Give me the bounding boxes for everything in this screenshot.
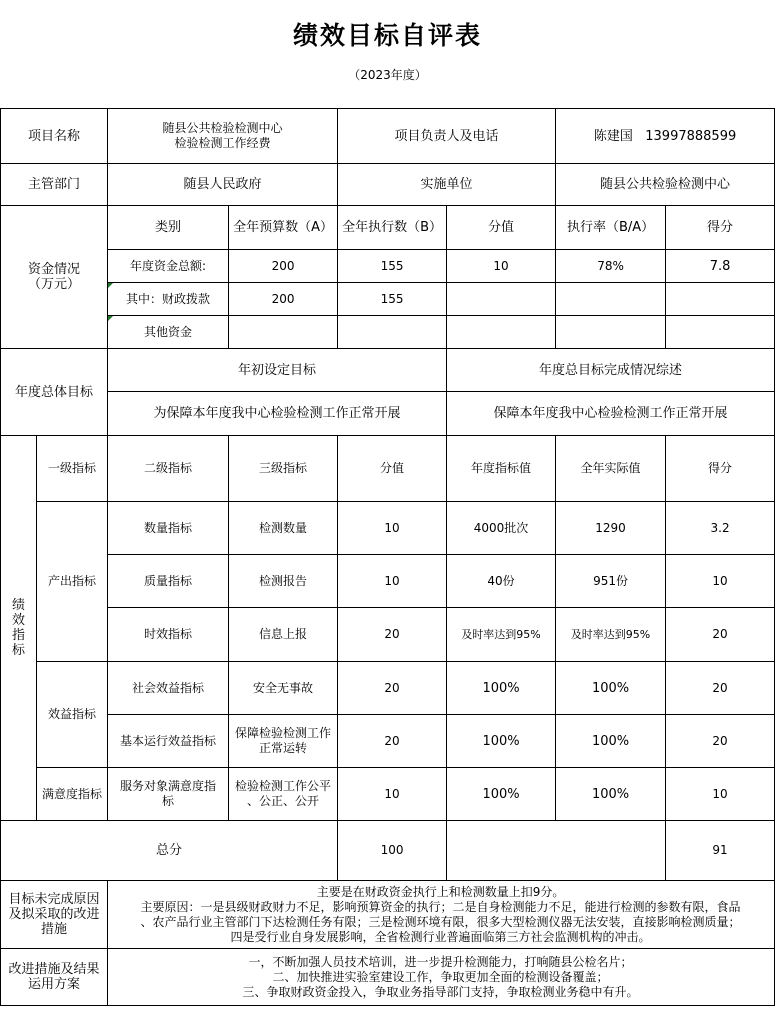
dept-value: 随县人民政府 [108, 164, 338, 206]
ind-header-target: 年度指标值 [447, 436, 556, 502]
indicator-row [1, 662, 775, 715]
total-score-value: 100 [338, 821, 447, 881]
annual-goal-label: 年度总体目标 [1, 349, 108, 436]
impl-value: 随县公共检验检测中心 [556, 164, 775, 206]
funds-header-rate: 执行率（B/A） [556, 206, 666, 250]
funds-label-line-1: 资金情况 [28, 262, 81, 277]
project-leader-label: 项目负责人及电话 [338, 109, 556, 164]
funds-cell [666, 283, 775, 316]
improve-line: 二、加快推进实验室建设工作，争取更加全面的检测设备覆盖； [272, 969, 609, 984]
indicator-row [1, 768, 775, 821]
output-indicator-label: 产出指标 [37, 502, 108, 662]
indicator-row [1, 555, 775, 608]
ind-score-value: 10 [338, 768, 447, 821]
funds-cell [447, 283, 556, 316]
ind-l3: 安全无事故 [229, 662, 338, 715]
funds-cell [447, 316, 556, 349]
ind-score: 20 [666, 662, 775, 715]
ind-l3-line-1: 保障检验检测工作 [235, 726, 332, 740]
funds-cell [556, 283, 666, 316]
ind-l3: 信息上报 [229, 608, 338, 662]
funds-label-line-2: （万元） [28, 277, 81, 292]
ind-target: 及时率达到95% [447, 608, 556, 662]
project-leader-value [556, 109, 775, 164]
impl-label: 实施单位 [338, 164, 556, 206]
ind-actual: 100% [556, 662, 666, 715]
annual-goal-col1-header: 年初设定目标 [108, 349, 447, 392]
ind-l3-line-2: 正常运转 [259, 741, 308, 755]
total-empty [447, 821, 666, 881]
ind-target: 100% [447, 715, 556, 768]
department-row [1, 164, 775, 206]
ind-l2: 时效指标 [108, 608, 229, 662]
project-name-value [108, 109, 338, 164]
ind-header-score-value: 分值 [338, 436, 447, 502]
funds-header-score-value: 分值 [447, 206, 556, 250]
ind-score-value: 20 [338, 662, 447, 715]
funds-cell: 年度资金总额: [108, 250, 229, 283]
ind-l2: 数量指标 [108, 502, 229, 555]
ind-l2: 基本运行效益指标 [108, 715, 229, 768]
reasons-line: 主要是在财政资金执行上和检测数量上扣9分。 [316, 884, 565, 899]
ind-score: 3.2 [666, 502, 775, 555]
funds-cell [229, 316, 338, 349]
annual-goal-col2-header: 年度总目标完成情况综述 [447, 349, 775, 392]
ind-header-l3: 三级指标 [229, 436, 338, 502]
ind-l3 [229, 715, 338, 768]
benefit-indicator-label: 效益指标 [37, 662, 108, 768]
reasons-label-line: 及拟采取的改进 [8, 907, 100, 922]
ind-l2: 社会效益指标 [108, 662, 229, 715]
funds-cell [556, 316, 666, 349]
funds-header-executed: 全年执行数（B） [338, 206, 447, 250]
ind-actual: 100% [556, 715, 666, 768]
improve-label-line: 改进措施及结果 [8, 962, 100, 977]
ind-l2-line-2: 标 [162, 794, 175, 808]
funds-cell: 200 [229, 250, 338, 283]
improve-row [1, 949, 775, 1006]
reasons-line: 、农产品行业主管部门下达检测任务有限；三是检测环境有限，很多大型检测仪器无法安装，直接影响检测质量； [140, 914, 741, 929]
funds-cell: 155 [338, 283, 447, 316]
funds-cell: 155 [338, 250, 447, 283]
side-char: 指 [11, 628, 25, 643]
ind-actual: 951份 [556, 555, 666, 608]
ind-score: 10 [666, 768, 775, 821]
ind-l2-line-1: 服务对象满意度指 [120, 779, 217, 793]
funds-row-fiscal [1, 283, 775, 316]
ind-score-value: 20 [338, 715, 447, 768]
ind-actual: 1290 [556, 502, 666, 555]
indicators-side-label [1, 436, 37, 821]
indicator-row [1, 502, 775, 555]
total-score: 91 [666, 821, 775, 881]
ind-header-actual: 全年实际值 [556, 436, 666, 502]
ind-l3 [229, 768, 338, 821]
ind-score-value: 10 [338, 555, 447, 608]
annual-goal-header-row [1, 349, 775, 392]
ind-score: 20 [666, 608, 775, 662]
funds-cell [338, 316, 447, 349]
funds-header-budget: 全年预算数（A） [229, 206, 338, 250]
funds-cell: 78% [556, 250, 666, 283]
reasons-label [1, 881, 108, 949]
reasons-content [108, 881, 775, 949]
ind-target: 40份 [447, 555, 556, 608]
reasons-line: 主要原因：一是县级财政财力不足，影响预算资金的执行；二是自身检测能力不足，能进行检测的参数有限，食品 [140, 899, 741, 914]
reasons-label-line: 措施 [41, 922, 68, 937]
funds-section-label [1, 206, 108, 349]
ind-target: 100% [447, 662, 556, 715]
side-char: 绩 [11, 598, 25, 613]
funds-cell: 200 [229, 283, 338, 316]
funds-cell: 其他资金 [108, 316, 229, 349]
indicator-row [1, 608, 775, 662]
reasons-line: 四是受行业自身发展影响，全省检测行业普遍面临第三方社会监测机构的冲击。 [230, 929, 651, 944]
project-name-line-1: 随县公共检验检测中心 [162, 121, 283, 135]
ind-target: 100% [447, 768, 556, 821]
annual-goal-col1-value: 为保障本年度我中心检验检测工作正常开展 [108, 392, 447, 436]
funds-cell [666, 316, 775, 349]
page-title: 绩效目标自评表 [292, 21, 482, 50]
improve-line: 三、争取财政资金投入，争取业务指导部门支持，争取检测业务稳中有升。 [242, 984, 639, 999]
ind-l3: 检测数量 [229, 502, 338, 555]
improve-line: 一，不断加强人员技术培训，进一步提升检测能力，打响随县公检名片； [248, 954, 633, 969]
ind-score-value: 10 [338, 502, 447, 555]
ind-score-value: 20 [338, 608, 447, 662]
funds-header-score: 得分 [666, 206, 775, 250]
ind-l2 [108, 768, 229, 821]
side-char: 效 [11, 613, 25, 628]
funds-cell: 其中：财政拨款 [108, 283, 229, 316]
total-row [1, 821, 775, 881]
ind-target: 4000批次 [447, 502, 556, 555]
satisfaction-indicator-label: 满意度指标 [37, 768, 108, 821]
leader-phone: 13997888599 [645, 128, 737, 144]
ind-actual: 100% [556, 768, 666, 821]
ind-l2: 质量指标 [108, 555, 229, 608]
ind-l3-line-1: 检验检测工作公平 [235, 779, 332, 793]
indicators-header-row [1, 436, 775, 502]
total-label: 总分 [1, 821, 338, 881]
reasons-row [1, 881, 775, 949]
funds-cell: 10 [447, 250, 556, 283]
project-name-line-2: 检验检测工作经费 [174, 136, 271, 150]
ind-score: 20 [666, 715, 775, 768]
funds-header-category: 类别 [108, 206, 229, 250]
annual-goal-value-row [1, 392, 775, 436]
ind-header-score: 得分 [666, 436, 775, 502]
funds-cell: 7.8 [666, 250, 775, 283]
project-row [1, 109, 775, 164]
ind-l3: 检测报告 [229, 555, 338, 608]
project-name-label: 项目名称 [1, 109, 108, 164]
funds-header-row [1, 206, 775, 250]
improve-content [108, 949, 775, 1006]
side-char: 标 [11, 643, 25, 658]
ind-score: 10 [666, 555, 775, 608]
improve-label-line: 运用方案 [28, 977, 81, 992]
page-subtitle: （2023年度） [348, 68, 427, 82]
funds-row-other [1, 316, 775, 349]
ind-header-l2: 二级指标 [108, 436, 229, 502]
ind-l3-line-2: 、公正、公开 [247, 794, 320, 808]
indicator-row [1, 715, 775, 768]
leader-name: 陈建国 [593, 128, 633, 144]
funds-row-total [1, 250, 775, 283]
improve-label [1, 949, 108, 1006]
dept-label: 主管部门 [1, 164, 108, 206]
ind-header-l1: 一级指标 [37, 436, 108, 502]
annual-goal-col2-value: 保障本年度我中心检验检测工作正常开展 [447, 392, 775, 436]
reasons-label-line: 目标未完成原因 [8, 892, 100, 907]
evaluation-table [0, 108, 775, 1006]
ind-actual: 及时率达到95% [556, 608, 666, 662]
